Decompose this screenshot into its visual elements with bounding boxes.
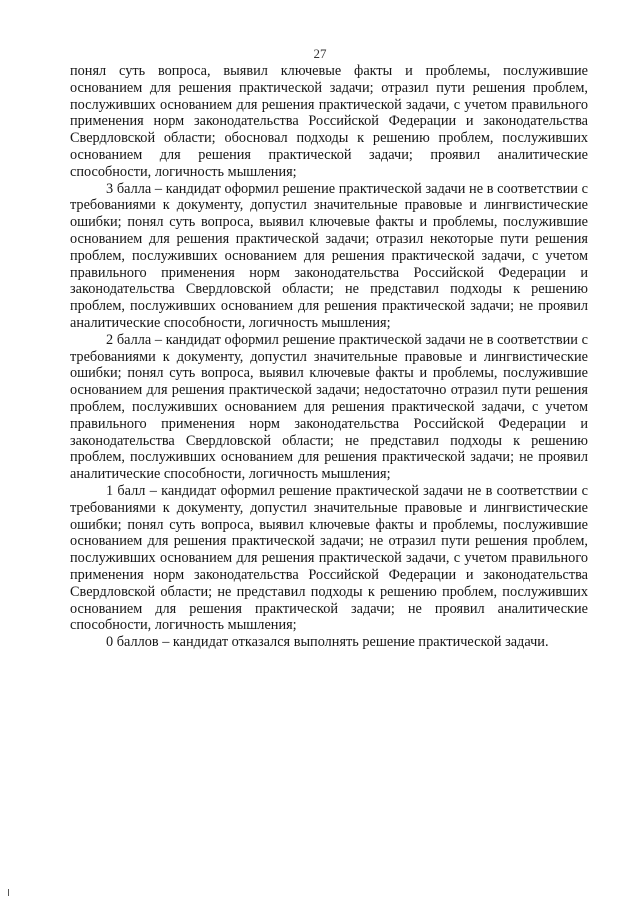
- criteria-3-points-paragraph: 3 балла – кандидат оформил решение практической задачи не в соответствии с требованиями к документу, допустил значительные правовые и лингвистические ошибки; понял суть вопроса, выявил ключевые факты и проблемы, послужившие основанием для решения практической задачи; отразил некоторые пути решения проблем, послуживших основанием для решения практической задачи, с учетом правильного применения норм законодательства Российской Федерации и законодательства Свердловской области; не представил подходы к решению проблем, послуживших основанием для решения практической задачи; не проявил аналитические способности, логичность мышления;: [70, 180, 588, 331]
- criteria-0-points-paragraph: 0 баллов – кандидат отказался выполнять решение практической задачи.: [106, 634, 549, 651]
- criteria-1-point-paragraph: 1 балл – кандидат оформил решение практической задачи не в соответствии с требованиями к документу, допустил значительные правовые и лингвистические ошибки; понял суть вопроса, выявил ключевые факты и проблемы, послужившие основанием для решения практической задачи; не отразил пути решения проблем, послуживших основанием для решения практической задачи, с учетом правильного применения норм законодательства Российской Федерации и законодательства Свердловской области; не представил подходы к решению проблем, послуживших основанием для решения практической задачи; не проявил аналитические способности, логичность мышления;: [70, 482, 588, 634]
- scan-artifact-mark: [8, 889, 9, 896]
- continuation-paragraph: понял суть вопроса, выявил ключевые факты и проблемы, послужившие основанием для решения практической задачи; отразил пути решения проблем, послуживших основанием для решения практической задачи, с учетом правильного применения норм законодательства Российской Федерации и законодательства Свердловской области; обосновал подходы к решению проблем, послуживших основанием для решения практической задачи; проявил аналитические способности, логичность мышления;: [70, 63, 588, 180]
- criteria-2-points-paragraph: 2 балла – кандидат оформил решение практической задачи не в соответствии с требованиями к документу, допустил значительные правовые и лингвистические ошибки; понял суть вопроса, выявил ключевые факты и проблемы, послужившие основанием для решения практической задачи; недостаточно отразил пути решения проблем, послуживших основанием для решения практической задачи, с учетом правильного применения норм законодательства Российской Федерации и законодательства Свердловской области; не представил подходы к решению проблем, послуживших основанием для решения практической задачи; не проявил аналитические способности, логичность мышления;: [70, 331, 588, 483]
- page-number: 27: [313, 46, 327, 61]
- document-body: [70, 63, 588, 651]
